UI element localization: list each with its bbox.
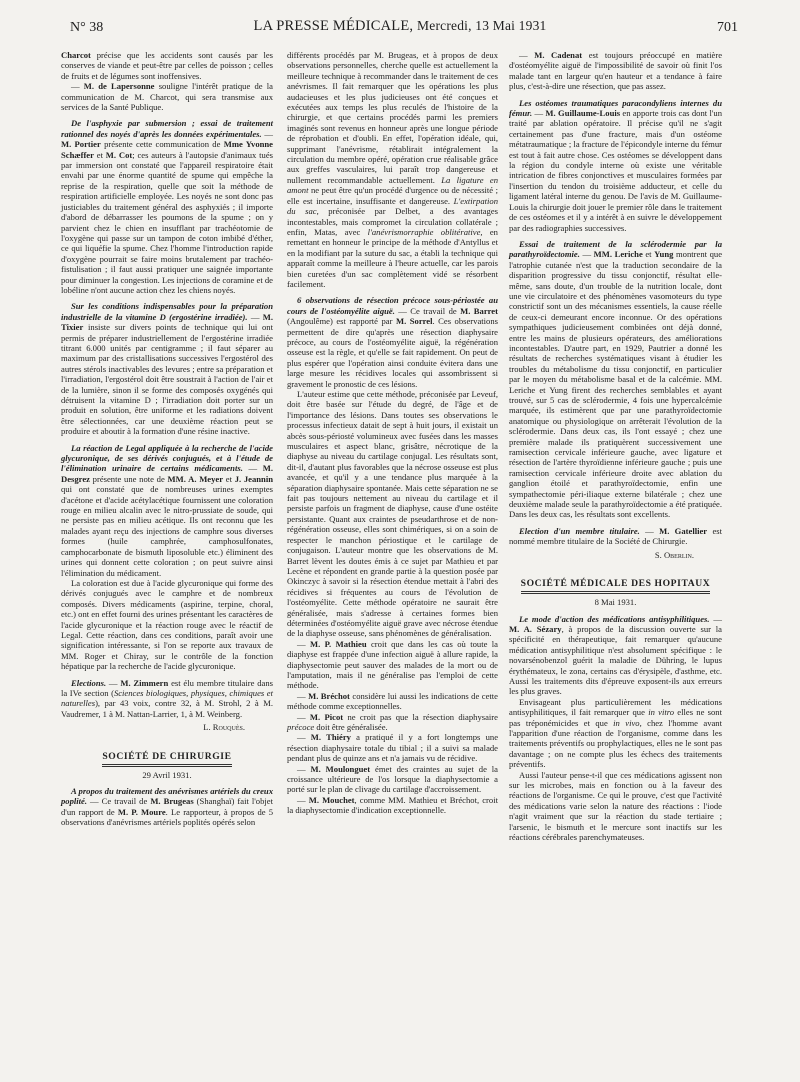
text-run: est toujours préoccupé en matière d'ostéomyélite aiguë de l'impossibilité de savoir où finit l'os malade tant en largeur qu'en hauteur et a tendance à faire plus, c'est-à-dire une résection, que pas assez. <box>509 50 723 92</box>
text-run: — <box>242 463 263 474</box>
article-paragraph <box>287 295 498 389</box>
continued-paragraph <box>61 50 273 81</box>
text-run: insiste sur divers points de technique qui lui ont permis de préparer industriellement de l'ergostérine irradiée titrant 6.000 unités par centigramme ; il faut séparer au maximum par des cristallisations successives l'ergostérol des autres stérols inactivables des levures ; entre sa préparation et l'irradiation, l'ergostérol doit être soustrait à l'action de l'air et de la lumière, sinon il se forme des composés oxygénés qui détruisent la vitamine D ; l'irradiation doit porter sur un produit en solution, être uniforme et les radiations doivent être sélectionnées, car une deuxième réaction peut se produire et aboutir à la formation d'une résine inactive. <box>61 322 273 437</box>
section-heading: Election d'un membre titulaire. <box>519 525 640 536</box>
text-run: — <box>297 794 309 805</box>
author-name: M. Mouchet <box>308 794 355 805</box>
section-heading: Les ostéomes traumatiques paracondyliens internes du fémur. <box>509 97 722 119</box>
section-heading: Elections. <box>71 677 107 688</box>
text-run: , chez l'homme avant l'apparition d'une réaction de l'organisme, comme dans les traitements préventifs ou prophylactiques, elles ne le sont pas davantage ; on ne compte plus les échecs des traitements préventifs. <box>509 717 722 770</box>
text-run: et <box>93 149 106 160</box>
article-paragraph <box>61 578 273 672</box>
text-run: — <box>297 638 310 649</box>
italic-text: La ligature en amont <box>287 174 498 196</box>
author-name: J. Jeannin <box>234 473 273 484</box>
article-paragraph <box>287 691 498 712</box>
author-name: M. Picot <box>309 711 344 722</box>
text-run: — Ce travail de <box>87 796 151 807</box>
text-run: — <box>247 311 263 322</box>
text-run: souligne l'intérêt pratique de la communication de M. Charcot, qui sera transmise aux services de la Santé Publique. <box>61 81 273 113</box>
article-paragraph <box>509 614 722 697</box>
author-name: MM. Leriche <box>593 249 643 260</box>
italic-text: l'anévrismorraphie oblitérative <box>367 226 481 237</box>
author-name: M. Brugeas <box>150 796 194 807</box>
article-paragraph <box>287 764 498 795</box>
text-run: en apporte trois cas dont l'un traité par ablation opératoire. Il précise qu'il ne s'agit certainement pas d'une fracture, mais d'un ostéome métatraumatique ; la fracture de l'épicondyle interne du fémur est tout à fait autre chose. Ces ostéomes se développent dans la région du condyle interne où existe une véritable intrication de fibres conjonctives et musculaires formées par l'insertion du tendon du troisième adducteur, et celle du ligament latéral interne du genou. De l'avis de M. Guillaume-Louis la chirurgie doit jouer le premier rôle dans le traitement de ces ostéomes et il y a intérêt à en suivre le développement par des radiographies successives. <box>509 108 722 233</box>
article-paragraph <box>61 81 273 112</box>
text-run: — <box>639 525 660 536</box>
text-run: — <box>71 81 84 92</box>
issue-number: N° 38 <box>70 20 104 35</box>
section-heading: La réaction de Legal appliquée à la recherche de l'acide glycuronique, de ses dérivés conjugués, et à l'étude de l'élimination urinaire de certains médicaments. <box>61 442 273 474</box>
italic-text: précoce <box>287 722 315 732</box>
text-run: — <box>709 613 722 624</box>
article-paragraph <box>287 732 498 763</box>
journal-name: LA PRESSE MÉDICALE, <box>253 18 414 34</box>
article-paragraph <box>61 786 273 828</box>
text-run: — <box>106 677 121 688</box>
page-number: 701 <box>717 20 738 35</box>
author-name: M. de Lapersonne <box>83 81 155 92</box>
author-name: M. Bréchot <box>308 690 350 701</box>
text-run: montrent que l'atrophie cutanée n'est que la traduction secondaire de la disparition progressive du tissu conjonctif, résultat elle-même, sans doute, d'un trouble de la nutrition locale, dont une vie circulatoire et des phénomènes vasomoteurs du type constrictif sont un des mécanismes essentiels, la cause réelle de ceux-ci demeurant encore inconnue. Or des opérations sympathiques judicieusement combinées ont déjà donné, entre les mains de plusieurs opérateurs, des améliorations incontestables. D'autre part, en 1929, Pautrier a donné les résultats de recherches systématiques visant à étudier les troubles du métabolisme du tissu conjonctif, en particulier par le moyen du métabolisme basal et de la calcémie. MM. Leriche et Yung firent des recherches semblables et ayant trouvé, sur 5 cas de sclérodermie, 4 fois une hypercalcémie marquée, ils estimèrent que par une parathyroïdectomie anatomique ou physiologique on arrêterait l'évolution de la sclérodermie. Dans deux cas, ils l'ont essayé ; chez une première malade ils pratiquèrent successivement une ramisection cervicale inférieure gauche, avec ligature et résection de l'artère thyroïdienne inférieure gauche ; puis une ramisection cervicale inférieure droite avec ablation du ganglion étoilé et parathyroïdectomie, enfin une sympathectomie péri-iliaque externe bilatérale ; chez une deuxième malade seule la parathyroïdectomie a été pratiquée. Dans les deux cas, les résultats sont excellents. <box>509 249 723 520</box>
author-name: Yung <box>654 249 674 260</box>
author-name: M. Cot <box>105 149 133 160</box>
article-paragraph <box>287 712 498 733</box>
author-name: M. Sorrel <box>395 316 433 327</box>
text-run: ), par 43 voix, contre 32, à M. Strohl, 2 à M. Vaudremer, 1 à M. Nattan-Larrier, 1, à M. Weinberg. <box>61 698 273 719</box>
text-run: a pratiqué il y a fort longtemps une résection diaphysaire totale du tibial ; il a suivi sa malade pendant plus de quinze ans et n'a jamais vu de récidive. <box>287 732 499 764</box>
text-run: . Ces observations permettent de dire qu'après une résection diaphysaire précoce, au cours de l'ostéomyélite aiguë, la régénération osseuse est la règle, et qu'elle se fait rapidement. On peut de plus espérer que l'opération ainsi conduite évitera dans une large mesure les récidives locales qui assombrissent si gravement le pronostic de ces lésions. <box>287 316 498 389</box>
text-run: qui ont constaté que de nombreuses urines exemptes d'acétone et d'acide acétylacétique fournissent une coloration rouge en milieu alcalin avec le nitro-prussiate de soude, qui ne persiste pas en milieu acétique. Ils ont reconnu que les malades ayant reçu des injections de camphre sous diverses formes (huile camphrée, camphosulfonates, camphocarbonate de bismuth liposoluble etc.) éliminent des urines qui donnent cette coloration ; on peut suivre ainsi l'élimination du médicament. <box>61 484 273 578</box>
author-name: M. Guillaume-Louis <box>545 108 621 119</box>
italic-text: L'extirpation du sac <box>287 195 498 217</box>
signature: L. Rouquès. <box>203 722 245 733</box>
article-paragraph <box>61 678 273 720</box>
section-heading: Le mode d'action des médications antisyphilitiques. <box>519 613 710 624</box>
author-name: Mme Yvonne Schæffer <box>61 139 273 160</box>
author-name: M. A. Sézary <box>509 623 562 634</box>
text-run: , préconisée par Delbet, a des avantages incontestables, mais compromet la circulation collatérale ; enfin, Matas, avec <box>287 206 498 237</box>
section-heading: Essai de traitement de la sclérodermie par la parathyroïdectomie. <box>509 238 722 260</box>
text-run: L'auteur estime que cette méthode, préconisée par Leveuf, doit être basée sur l'étude du degré, de l'âge et de l'importance des lésions. Dans toutes ses observations le processus infectieux datait de sept à huit jours, il existait un abcès sous-périosté volumineux avec fusées dans les masses musculaires et aspect blanc, grisâtre, nécrotique de la diaphyse au niveau du cartilage conjugal. Les résultats sont, dit-il, d'autant plus favorables que la nécrose osseuse est plus avancée, et qu'il y a une tendance plus marquée à la séparation diaphysaire spontanée. Mais cette séparation ne se fait pas toujours nettement au niveau du cartilage et il persiste parfois un fragment de diaphyse, cause d'une ostéite persistante. Quant aux craintes de pseudarthrose et de non-régénération osseuse, elles sont chimériques, si on a soin de respecter le manchon périostique et le cartilage de conjugaison. L'auteur montre que les observations de M. Barret lèvent les doutes émis à ce sujet par Mathieu et par Lecène et répondent en grande partie à la question posée par Okinczyc à savoir si la résection étendue mettait à l'abri des récidives si fréquentes au cours de l'évolution de l'ostéomyélite. Cette méthode opératoire ne saurait être généralisée, mais s'adresse à certaines formes bien déterminées d'ostéomyélite aiguë grave avec nécrose étendue de la diaphyse osseuse, sans phénomènes de généralisation. <box>287 389 498 639</box>
issue-date: Mercredi, 13 Mai 1931 <box>417 18 547 33</box>
text-run: ne croit pas que la résection diaphysaire <box>343 711 498 722</box>
text-run: — <box>519 50 535 60</box>
text-run: — Ce travail de <box>394 305 461 316</box>
author-name: M. Portier <box>61 139 101 150</box>
article-paragraph <box>287 639 498 691</box>
article-paragraph <box>509 697 722 770</box>
text-run: croit que dans les cas où toute la diaphyse est frappée d'une infection aiguë à allure rapide, la diaphysectomie peut sauver des malades de la mort ou de l'amputation, mais il ne généralise pas l'emploi de cette méthode. <box>287 638 498 691</box>
column-3 <box>509 50 722 842</box>
journal-title <box>62 18 738 35</box>
italic-text: Sciences biologiques, physiques, chimiques et naturelles <box>61 687 273 709</box>
text-run: et <box>642 249 655 260</box>
session-date: 8 Mai 1931. <box>594 597 637 608</box>
article-paragraph <box>509 239 722 520</box>
article-paragraph <box>61 443 273 578</box>
continued-paragraph <box>287 50 498 289</box>
article-paragraph <box>61 118 273 295</box>
text-run: , comme MM. Mathieu et Bréchot, croit la diaphysectomie d'indication exceptionnelle. <box>287 794 498 816</box>
author-name: M. Desgrez <box>61 463 274 484</box>
text-run: précise que les accidents sont causés par les conserves de viande et peut-être par celles de poisson ; celles de fruits et de légumes sont inoffensives. <box>61 50 273 81</box>
author-name: M. Cadenat <box>534 50 583 60</box>
column-2 <box>287 50 498 816</box>
author-name: M. Moulonguet <box>310 763 371 774</box>
text-run: — <box>579 249 594 260</box>
article-paragraph <box>509 98 722 233</box>
article-paragraph <box>509 50 722 92</box>
author-name: M. Tixier <box>61 311 273 333</box>
author-name: M. P. Mathieu <box>309 638 367 649</box>
article-paragraph <box>61 301 273 436</box>
text-run: présente cette communication de <box>100 139 224 150</box>
column-1 <box>61 50 273 828</box>
author-name: M. P. Moure <box>117 806 166 817</box>
section-heading: A propos du traitement des anévrismes artériels du creux poplité. <box>61 786 273 807</box>
section-heading: De l'asphyxie par submersion ; essai de traitement rationnel des noyés d'après les données expérimentales. <box>61 118 273 139</box>
society-heading: SOCIÉTÉ DE CHIRURGIE <box>102 751 231 767</box>
society-heading: SOCIÉTÉ MÉDICALE DES HOPITAUX <box>521 578 711 594</box>
text-run: , à propos de la discussion ouverte sur la spécificité en thérapeutique, fait remarquer qu'aucune médication antisyphilitique n'est absolument spécifique : le novarsénobenzol guérit la maladie de Dühring, le lupus érythémateux, le zona, certains cas d'érysipèle, d'asthme, etc. Aussi les traitements dits d'épreuve exposent-ils aux erreurs les plus graves. <box>509 623 722 697</box>
article-paragraph <box>509 526 722 547</box>
text-run: émet des craintes au sujet de la croissance ultérieure de l'os lorsque la diaphysectomie a porté sur le plan de clivage du cartilage d'accroissement. <box>287 763 499 795</box>
italic-text: in vitro <box>648 707 675 718</box>
section-heading: Sur les conditions indispensables pour la préparation industrielle de la vitamine D (ergostérine irradiée). <box>61 301 273 322</box>
running-header <box>62 17 738 39</box>
author-name: MM. A. Meyer <box>167 473 224 484</box>
text-run: — <box>297 763 311 774</box>
text-run: est nommé membre titulaire de la Société de Chirurgie. <box>509 525 723 547</box>
text-run: ne peut être qu'un procédé d'urgence ou de nécessité ; elle est incertaine, insuffisante et dangereuse. <box>287 185 498 206</box>
italic-text: in vivo <box>613 717 640 728</box>
text-run: , en remettant en honneur le principe de la méthode d'Antyllus et en la modifiant par la suture du sac, a établi la technique qui apparaît comme la meilleure à l'heure actuelle, car les parois bien curetées d'un sac complètement vidé se résorbent facilement. <box>287 226 498 289</box>
author-name: M. Gatellier <box>659 525 708 536</box>
text-run: Aussi l'auteur pense-t-il que ces médications agissent non sur les microbes, mais en fonction ou à la faveur des réactions de l'organisme. Ce qui le prouve, c'est que l'activité des médications varie selon la nature des réactions : l'iode n'agit vraiment que sur la réaction du stade tertiaire ; l'arsenic, le bismuth et le mercure sont inactifs sur les réactions cérébrales parenchymateuses. <box>509 769 722 843</box>
text-run: La coloration est due à l'acide glycuronique qui forme des dérivés conjugués avec le camphre et de nombreux composés. Divers médicaments (aspirine, terpine, choral, etc.) ont en effet fourni des urines présentant les caractères de l'acide glycuronique et la réaction rouge avec le réactif de Legal. Cette réaction, dans ces conditions, paraît avoir une signification intéressante, si l'on se reporte aux travaux de MM. Roger et Chiray, sur le contrôle de la fonction hépatique par la recherche de l'acide glycuronique. <box>61 577 273 672</box>
session-date: 29 Avril 1931. <box>142 769 192 780</box>
author-name: M. Thiéry <box>310 732 351 743</box>
text-run: — <box>261 128 273 139</box>
article-paragraph <box>509 770 722 843</box>
text-run: (Shanghaï) fait l'objet d'un rapport de <box>61 796 273 817</box>
text-run: — <box>297 711 310 722</box>
text-run: présente une note de <box>89 473 168 484</box>
text-run: et <box>223 473 235 484</box>
text-run: elles ne sont pas tréponémicides et que <box>509 707 722 728</box>
text-run: Envisageant plus particulièrement les médications antisyphilitiques, il fait remarquer que <box>509 696 722 718</box>
author-name: M. Zimmern <box>120 677 169 688</box>
text-run: considère lui aussi les indications de cette méthode comme exceptionnelles. <box>287 690 498 712</box>
article-paragraph <box>287 389 498 639</box>
text-run: — <box>297 690 309 701</box>
signature: S. Oberlin. <box>654 549 694 560</box>
text-run: . Le rapporteur, à propos de 5 observations d'anévrismes artériels poplités opérés selon <box>61 806 274 828</box>
text-run: ; ces auteurs à l'autopsie d'animaux tués par immersion ont constaté que l'appareil respiratoire était envahi par une énorme quantité de spume qui empêche la reprise de la respiration, quelle que soit la méthode de respiration artificielle employée. Les noyés ne sont donc pas justiciables du traitement général des asphyxiés ; il importe d'abord de débarrasser les poumons de la spume ; on y parvient chez le chien en insufflant par trachéotomie de l'oxygène qui passe sur un tampon de coton imbibé d'éther, ce qui liquéfie la spume. Chez l'homme l'introduction rapide d'oxygène pourrait se faire moins brutalement par trachéo-fistulisation ; il faut aussi pratiquer une saignée importante pour diminuer la congestion. Les injections de coramine et de lobéline n'ont aucune action chez les chiens noyés. <box>61 149 273 295</box>
section-heading: 6 observations de résection précoce sous-périostée au cours de l'ostéomyélite aiguë. <box>287 295 498 316</box>
text-run: différents procédés par M. Brugeas, et à propos de deux observations personnelles, cherche quelle est actuellement la meilleure technique à recommander dans le traitement de ces anévrismes. Il fait remarquer que les opérations les plus audacieuses et les plus judicieuses ont été conçues et exécutées aux temps les plus reculés de l'histoire de la chirurgie, et que certains procédés parmi les premiers imaginés sont revenus en honneur après une longue période de réprobation et d'oubli. En effet, l'opération idéale, qui, supprimant l'anévrisme, rétablirait intégralement la circulation du membre opéré, opération crue réalisable grâce aux greffes vasculaires, lui paraît trop dangereuse et nullement recommandable actuellement. <box>287 50 498 185</box>
author-name: Charcot <box>61 50 91 60</box>
author-name: M. Barret <box>460 305 498 316</box>
text-run: — <box>532 108 546 119</box>
text-run: — <box>297 732 311 743</box>
text-run: (Angoulême) est rapporté par <box>287 316 396 327</box>
text-run: doit être généralisée. <box>314 722 388 732</box>
text-run: est élu membre titulaire dans la IVe section ( <box>61 677 274 698</box>
article-paragraph <box>287 795 498 816</box>
